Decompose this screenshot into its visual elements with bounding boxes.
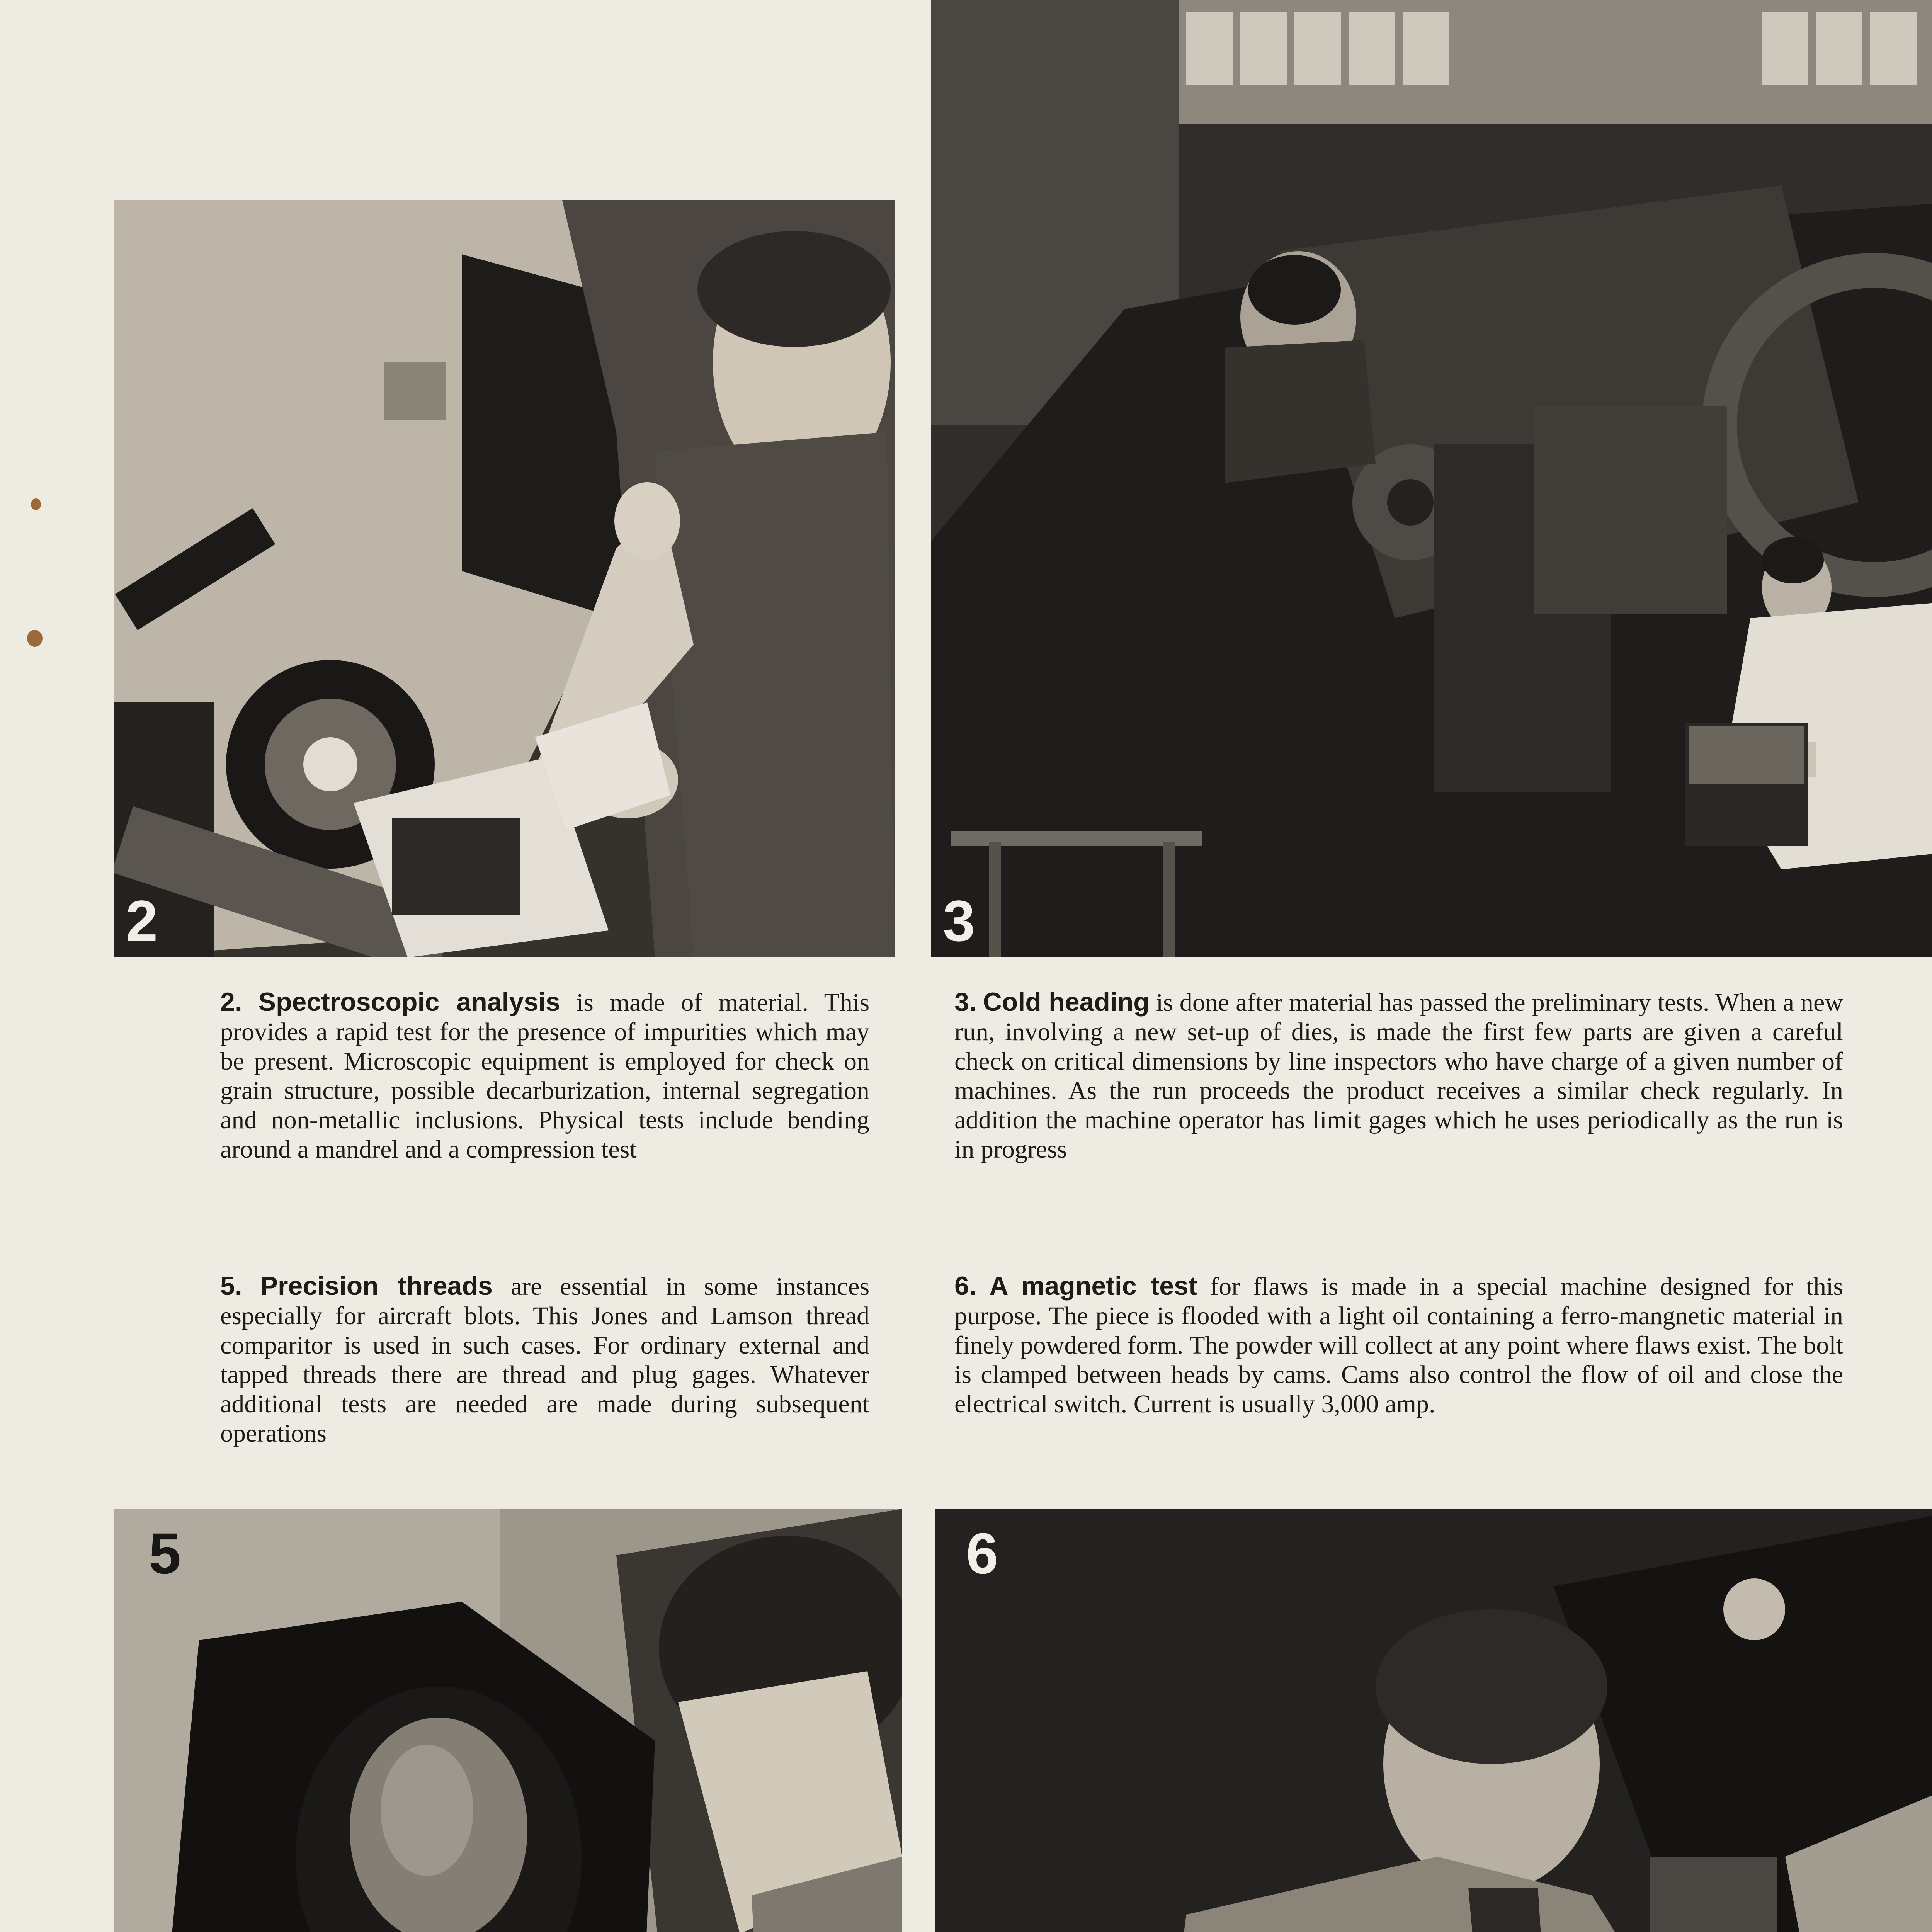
caption-spectroscopic-analysis xyxy=(220,987,869,1164)
caption-lead: Precision threads xyxy=(260,1271,493,1301)
caption-number: 6. xyxy=(954,1271,976,1301)
caption-text: are essential in some instances especially for aircraft blots. This Jones and Lamson thread comparitor is used in such cases. For ordinary external and tapped threads there are thread and plug gages. Whatever additional tests are needed are made during subsequent operations xyxy=(220,1272,870,1447)
binder-hole-mark xyxy=(31,498,41,510)
photo-magnetic-test xyxy=(935,1509,1932,1932)
caption-text: for flaws is made in a special machine designed for this purpose. The piece is flooded with a light oil containing a ferro-mangnetic material in finely powdered form. The powder will collect at any point where flaws exist. The bolt is clamped between heads by cams. Cams also control the flow of oil and close the electrical switch. Current is usually 3,000 amp. xyxy=(954,1272,1844,1418)
photo-spectroscopic-analysis xyxy=(114,200,895,957)
photo-precision-threads xyxy=(114,1509,902,1932)
caption-number: 2. xyxy=(220,987,242,1017)
caption-lead: Cold heading xyxy=(983,987,1150,1017)
caption-cold-heading xyxy=(954,987,1843,1164)
photo-number: 2 xyxy=(126,888,158,953)
caption-precision-threads xyxy=(220,1271,869,1448)
photo-cold-heading xyxy=(931,0,1932,957)
caption-text: is done after material has passed the preliminary tests. When a new run, involving a new set-up of dies, is made the first few parts are given a careful check on critical dimensions by line inspectors who have charge of a given number of machines. As the run proceeds the product receives a similar check regularly. In addition the machine operator has limit gages which he uses periodically as the run is in progress xyxy=(954,988,1843,1163)
binder-hole-mark xyxy=(27,630,43,647)
photo-number: 5 xyxy=(149,1521,181,1586)
photo-number: 6 xyxy=(966,1521,998,1586)
caption-number: 5. xyxy=(220,1271,242,1301)
photo-number: 3 xyxy=(943,888,975,953)
caption-lead: Spectroscopic analysis xyxy=(258,987,560,1017)
caption-number: 3. xyxy=(954,987,976,1017)
caption-lead: A magnetic test xyxy=(989,1271,1197,1301)
caption-text: is made of material. This provides a rapid test for the presence of impurities which may be present. Microscopic equipment is employed for check on grain structure, possible decarburization, internal segregation and non-metallic inclusions. Physical tests include bending around a mandrel and a compression test xyxy=(220,988,870,1163)
caption-magnetic-test xyxy=(954,1271,1843,1419)
